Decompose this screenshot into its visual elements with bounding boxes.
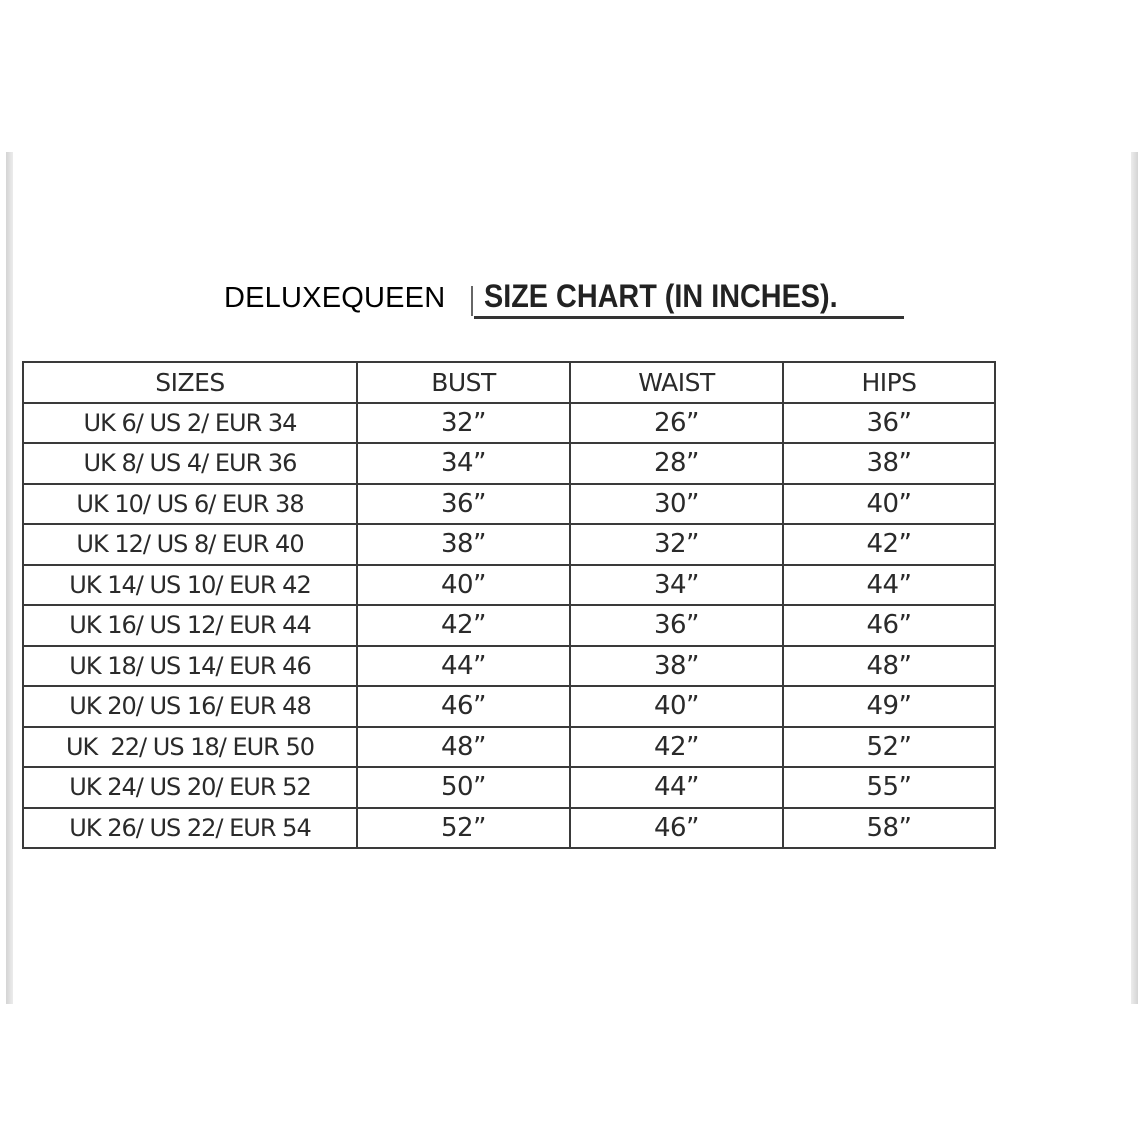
table-row [23, 808, 995, 849]
table-row [23, 767, 995, 808]
bust-cell: 44” [357, 646, 570, 687]
hips-cell: 55” [783, 767, 995, 808]
waist-cell: 26” [570, 403, 783, 444]
bust-cell: 34” [357, 443, 570, 484]
table-row [23, 646, 995, 687]
bust-cell: 32” [357, 403, 570, 444]
table-row [23, 484, 995, 525]
table-row [23, 565, 995, 606]
header-hips: HIPS [783, 362, 995, 403]
bust-cell: 38” [357, 524, 570, 565]
hips-cell: 49” [783, 686, 995, 727]
hips-cell: 46” [783, 605, 995, 646]
brand-name: DELUXEQUEEN [224, 282, 446, 314]
size-cell: UK 6/ US 2/ EUR 34 [23, 403, 357, 444]
table-row [23, 727, 995, 768]
size-cell: UK 18/ US 14/ EUR 46 [23, 646, 357, 687]
table-header-row [23, 362, 995, 403]
waist-cell: 34” [570, 565, 783, 606]
size-cell: UK 12/ US 8/ EUR 40 [23, 524, 357, 565]
size-cell: UK 20/ US 16/ EUR 48 [23, 686, 357, 727]
bust-cell: 42” [357, 605, 570, 646]
waist-cell: 40” [570, 686, 783, 727]
size-cell: UK 10/ US 6/ EUR 38 [23, 484, 357, 525]
bust-cell: 36” [357, 484, 570, 525]
size-cell: UK 22/ US 18/ EUR 50 [23, 727, 357, 768]
bust-cell: 46” [357, 686, 570, 727]
header-waist: WAIST [570, 362, 783, 403]
table-row [23, 686, 995, 727]
bust-cell: 48” [357, 727, 570, 768]
bust-cell: 40” [357, 565, 570, 606]
hips-cell: 48” [783, 646, 995, 687]
size-cell: UK 14/ US 10/ EUR 42 [23, 565, 357, 606]
bust-cell: 52” [357, 808, 570, 849]
hips-cell: 36” [783, 403, 995, 444]
chart-title: SIZE CHART (IN INCHES). [484, 278, 838, 314]
header-sizes: SIZES [23, 362, 357, 403]
waist-cell: 44” [570, 767, 783, 808]
table-row [23, 605, 995, 646]
bust-cell: 50” [357, 767, 570, 808]
waist-cell: 36” [570, 605, 783, 646]
chart-title-row [0, 276, 1140, 322]
waist-cell: 30” [570, 484, 783, 525]
hips-cell: 58” [783, 808, 995, 849]
size-cell: UK 8/ US 4/ EUR 36 [23, 443, 357, 484]
waist-cell: 38” [570, 646, 783, 687]
hips-cell: 52” [783, 727, 995, 768]
size-cell: UK 16/ US 12/ EUR 44 [23, 605, 357, 646]
size-chart-table [22, 361, 996, 849]
hips-cell: 40” [783, 484, 995, 525]
title-separator [471, 286, 473, 316]
size-cell: UK 24/ US 20/ EUR 52 [23, 767, 357, 808]
hips-cell: 42” [783, 524, 995, 565]
waist-cell: 46” [570, 808, 783, 849]
table-row [23, 403, 995, 444]
waist-cell: 42” [570, 727, 783, 768]
hips-cell: 38” [783, 443, 995, 484]
table-row [23, 443, 995, 484]
table-row [23, 524, 995, 565]
title-underline [474, 316, 904, 319]
header-bust: BUST [357, 362, 570, 403]
waist-cell: 28” [570, 443, 783, 484]
waist-cell: 32” [570, 524, 783, 565]
size-cell: UK 26/ US 22/ EUR 54 [23, 808, 357, 849]
hips-cell: 44” [783, 565, 995, 606]
